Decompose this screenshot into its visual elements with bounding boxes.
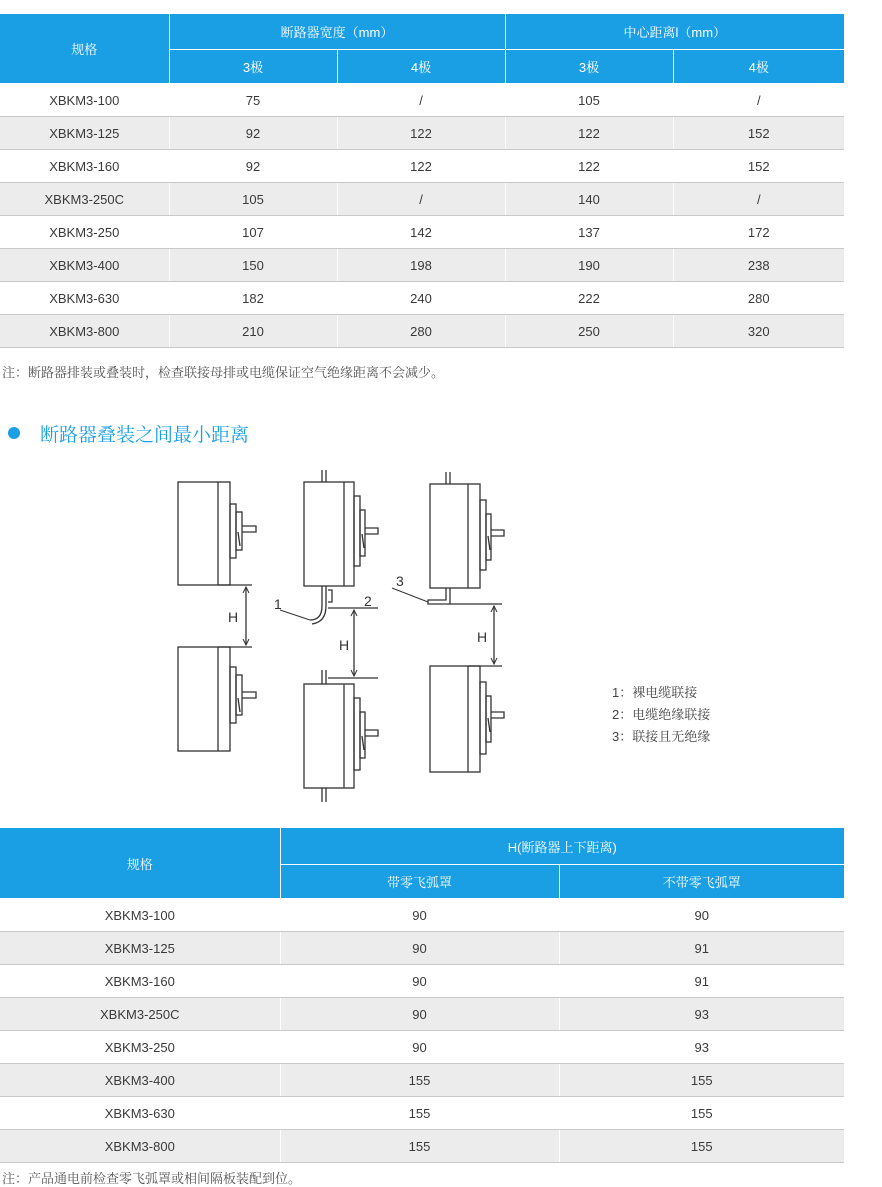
cell: / <box>337 84 505 117</box>
cell: 240 <box>337 282 505 315</box>
cell: 182 <box>169 282 337 315</box>
distance-header: 中心距离l（mm） <box>505 14 844 50</box>
cell: 172 <box>673 216 844 249</box>
h-header: H(断路器上下距离) <box>280 828 844 865</box>
cable-icon <box>274 586 378 678</box>
cell: 142 <box>337 216 505 249</box>
cell: 122 <box>337 150 505 183</box>
cell: XBKM3-800 <box>0 315 169 348</box>
table-row <box>0 1097 844 1130</box>
note-2: 注：产品通电前检查零飞弧罩或相间隔板装配到位。 <box>2 1171 302 1186</box>
breaker-icon <box>430 666 504 772</box>
cell: 155 <box>280 1064 559 1097</box>
legend-item: 2：电缆绝缘联接 <box>612 707 711 722</box>
breaker-icon <box>430 472 504 588</box>
cell: 91 <box>559 932 844 965</box>
cell: / <box>337 183 505 216</box>
cell: 122 <box>337 117 505 150</box>
cell: 90 <box>280 932 559 965</box>
cell: XBKM3-250C <box>0 998 280 1031</box>
cell: / <box>673 84 844 117</box>
table-row <box>0 932 844 965</box>
cell: 90 <box>280 965 559 998</box>
note-1: 注：断路器排装或叠装时，检查联接母排或电缆保证空气绝缘距离不会减少。 <box>2 365 445 380</box>
breaker-width-table <box>0 14 844 348</box>
cell: XBKM3-160 <box>0 150 169 183</box>
spec-header: 规格 <box>0 14 169 84</box>
cell: 93 <box>559 998 844 1031</box>
cell: 150 <box>169 249 337 282</box>
cell: 91 <box>559 965 844 998</box>
cell: XBKM3-400 <box>0 1064 280 1097</box>
sub-header: 不带零飞弧罩 <box>559 865 844 899</box>
cell: XBKM3-400 <box>0 249 169 282</box>
cell: XBKM3-630 <box>0 1097 280 1130</box>
cell: 107 <box>169 216 337 249</box>
table-row <box>0 1064 844 1097</box>
section-title-text: 断路器叠装之间最小距离 <box>40 424 250 446</box>
label-1: 1 <box>274 596 282 612</box>
cell: 90 <box>280 1031 559 1064</box>
sub-header: 4极 <box>673 50 844 84</box>
sub-header: 4极 <box>337 50 505 84</box>
cell: 137 <box>505 216 673 249</box>
cell: 250 <box>505 315 673 348</box>
cell: / <box>673 183 844 216</box>
cell: 238 <box>673 249 844 282</box>
cell: 155 <box>559 1064 844 1097</box>
cell: 155 <box>559 1130 844 1163</box>
cell: 105 <box>169 183 337 216</box>
cell: XBKM3-160 <box>0 965 280 998</box>
cell: 152 <box>673 117 844 150</box>
table-row <box>0 183 844 216</box>
cell: 75 <box>169 84 337 117</box>
table-row <box>0 998 844 1031</box>
spec-header: 规格 <box>0 828 280 899</box>
cell: XBKM3-125 <box>0 932 280 965</box>
section-title <box>8 420 249 446</box>
table-row <box>0 965 844 998</box>
stacking-distance-table <box>0 828 844 1163</box>
dimension-h <box>339 610 357 676</box>
table-row <box>0 216 844 249</box>
cell: 140 <box>505 183 673 216</box>
table-row <box>0 315 844 348</box>
cell: XBKM3-250 <box>0 1031 280 1064</box>
cell: 222 <box>505 282 673 315</box>
cell: 320 <box>673 315 844 348</box>
cell: 152 <box>673 150 844 183</box>
table-row <box>0 150 844 183</box>
width-header: 断路器宽度（mm） <box>169 14 505 50</box>
table-row <box>0 249 844 282</box>
cell: XBKM3-100 <box>0 899 280 932</box>
table-row <box>0 1130 844 1163</box>
stacking-diagram <box>0 460 882 810</box>
label-3: 3 <box>396 573 404 589</box>
breaker-icon <box>178 647 256 751</box>
table-row <box>0 282 844 315</box>
cell: 190 <box>505 249 673 282</box>
cell: 122 <box>505 117 673 150</box>
sub-header: 3极 <box>169 50 337 84</box>
diagram-legend <box>612 682 710 748</box>
cell: 155 <box>559 1097 844 1130</box>
sub-header: 带零飞弧罩 <box>280 865 559 899</box>
cell: 92 <box>169 117 337 150</box>
cell: 90 <box>559 899 844 932</box>
cell: 92 <box>169 150 337 183</box>
cell: XBKM3-630 <box>0 282 169 315</box>
bullet-icon <box>8 427 20 439</box>
cell: 198 <box>337 249 505 282</box>
breaker-icon <box>304 470 378 586</box>
cell: XBKM3-125 <box>0 117 169 150</box>
cell: 93 <box>559 1031 844 1064</box>
cell: 280 <box>337 315 505 348</box>
legend-item: 3：联接且无绝缘 <box>612 729 711 744</box>
label-h: H <box>228 609 239 625</box>
cell: 105 <box>505 84 673 117</box>
breaker-icon <box>178 482 256 585</box>
cell: XBKM3-250C <box>0 183 169 216</box>
cell: 155 <box>280 1130 559 1163</box>
cell: 90 <box>280 998 559 1031</box>
label-h: H <box>477 629 488 645</box>
cell: 280 <box>673 282 844 315</box>
cell: XBKM3-800 <box>0 1130 280 1163</box>
cell: 90 <box>280 899 559 932</box>
label-h: H <box>339 637 350 653</box>
dimension-h <box>218 585 252 647</box>
table-row <box>0 84 844 117</box>
table-row <box>0 117 844 150</box>
table-row <box>0 1031 844 1064</box>
cell: XBKM3-250 <box>0 216 169 249</box>
table-row <box>0 899 844 932</box>
cell: XBKM3-100 <box>0 84 169 117</box>
cell: 155 <box>280 1097 559 1130</box>
label-2: 2 <box>364 593 372 609</box>
cell: 122 <box>505 150 673 183</box>
breaker-icon <box>304 670 378 802</box>
dimension-h <box>468 606 502 666</box>
cell: 210 <box>169 315 337 348</box>
sub-header: 3极 <box>505 50 673 84</box>
legend-item: 1：裸电缆联接 <box>612 685 698 700</box>
